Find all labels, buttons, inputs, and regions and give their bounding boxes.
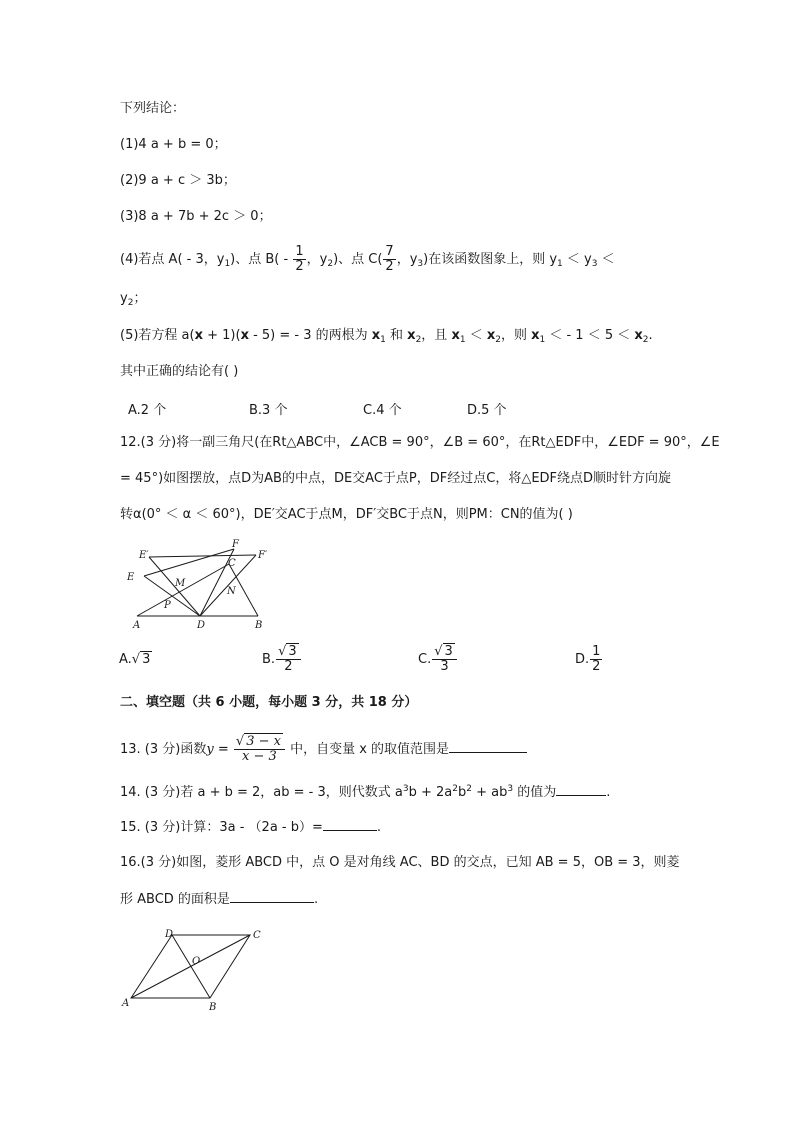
fraction-seven-half: $\frac{7}{2}$	[385, 244, 394, 274]
q15: 15. (3 分)计算：3a - （2a - b）= .	[120, 820, 382, 835]
q11-prompt: 其中正确的结论有( )	[120, 364, 239, 379]
q16-line-1: 16.(3 分)如图，菱形 ABCD 中，点 O 是对角线 AC、BD 的交点，已知 AB = 5，OB = 3，则菱	[120, 855, 680, 870]
intro-text: 下列结论：	[120, 101, 186, 116]
q12-line-1: 12.(3 分)将一副三角尺(在Rt△ABC中，∠ACB = 90°，∠B = 60°，在Rt△EDF中，∠EDF = 90°，∠E	[120, 435, 720, 450]
q11-option-c: C.4 个	[363, 403, 402, 418]
q11-option-a: A.2 个	[128, 403, 167, 418]
q12-option-a: A.√ 3	[119, 652, 151, 667]
label-b: B	[209, 1002, 217, 1013]
label-o: O	[192, 956, 201, 967]
q12-triangle-figure	[125, 538, 285, 630]
q13-function-fraction: $\frac{√ 3 - x}{x - 3}$	[234, 735, 285, 764]
q13-answer-blank[interactable]	[449, 740, 527, 753]
label-m: M	[175, 578, 186, 589]
q11-option-b: B.3 个	[249, 403, 288, 418]
label-c: C	[228, 558, 236, 569]
label-b: B	[255, 620, 263, 630]
q12-option-b: B. $\frac{√ 3}{2}$	[262, 645, 302, 674]
conclusion-4-continued: $y_2$；	[120, 291, 147, 308]
label-d: D	[197, 620, 206, 630]
sqrt-symbol: √ 3 − x	[235, 734, 281, 749]
conclusion-3: (3)8 a + 7b + 2c ＞ 0；	[120, 209, 272, 224]
label-d: D	[165, 929, 174, 940]
q15-answer-blank[interactable]	[323, 818, 377, 831]
q16-line-2: 形 ABCD 的面积是 .	[120, 892, 319, 907]
label-e: E	[127, 572, 135, 583]
label-p: P	[164, 600, 171, 611]
fraction-one-half: $\frac{1}{2}$	[295, 244, 304, 274]
q12-option-d: D. $\frac{1}{2}$	[575, 644, 601, 674]
section-2-title: 二、填空题（共 6 小题，每小题 3 分，共 18 分）	[120, 695, 418, 710]
label-a: A	[122, 998, 130, 1009]
label-n: N	[227, 586, 236, 597]
label-a: A	[133, 620, 141, 630]
label-f-prime: F′	[258, 550, 268, 561]
sqrt-symbol: √ 3	[278, 644, 297, 659]
conclusion-1: (1)4 a + b = 0；	[120, 137, 227, 152]
q14: 14. (3 分)若 a + b = 2，ab = - 3，则代数式 $a^3b + 2a^2b^2 + ab^3$ 的值为 .	[120, 784, 611, 800]
q13: 13. (3 分)函数y = $\frac{√ 3 - x}{x - 3}$ 中，自变量 x 的取值范围是	[120, 735, 527, 764]
q11-option-d: D.5 个	[467, 403, 507, 418]
q16-answer-blank[interactable]	[230, 890, 314, 903]
conclusion-2: (2)9 a + c ＞ 3b；	[120, 173, 236, 188]
label-f: F	[232, 539, 239, 550]
q12-line-2: = 45°)如图摆放，点D为AB的中点，DE交AC于点P，DF经过点C，将△EDF绕点D顺时针方向旋	[120, 471, 672, 486]
q16-rhombus-figure	[118, 922, 268, 1014]
q12-line-3: 转α(0° ＜ α ＜ 60°)，DE′交AC于点M，DF′交BC于点N，则PM：CN的值为( )	[120, 507, 573, 522]
conclusion-4: (4)若点 A( - 3，$y_1$)、点 B( - $\frac{1}{2}$ ，$y_2$)、点 C( $\frac{7}{2}$ ，$y_3$)在该函数图象上，则 $y_1 < y_3$ ＜	[120, 244, 615, 274]
q14-answer-blank[interactable]	[556, 783, 606, 796]
label-c: C	[253, 930, 261, 941]
sqrt-symbol: √ 3	[131, 652, 151, 667]
sqrt-symbol: √ 3	[434, 644, 453, 659]
q12-option-c: C. $\frac{√ 3}{3}$	[418, 645, 458, 674]
label-e-prime: E′	[139, 550, 149, 561]
conclusion-5: (5)若方程 a(x + 1)(x - 5) = - 3 的两根为 $x_1$ 和 $x_2$，且 $x_1 < x_2$，则 $x_1$ ＜ - $1 < 5 < x_2$.	[120, 328, 653, 345]
